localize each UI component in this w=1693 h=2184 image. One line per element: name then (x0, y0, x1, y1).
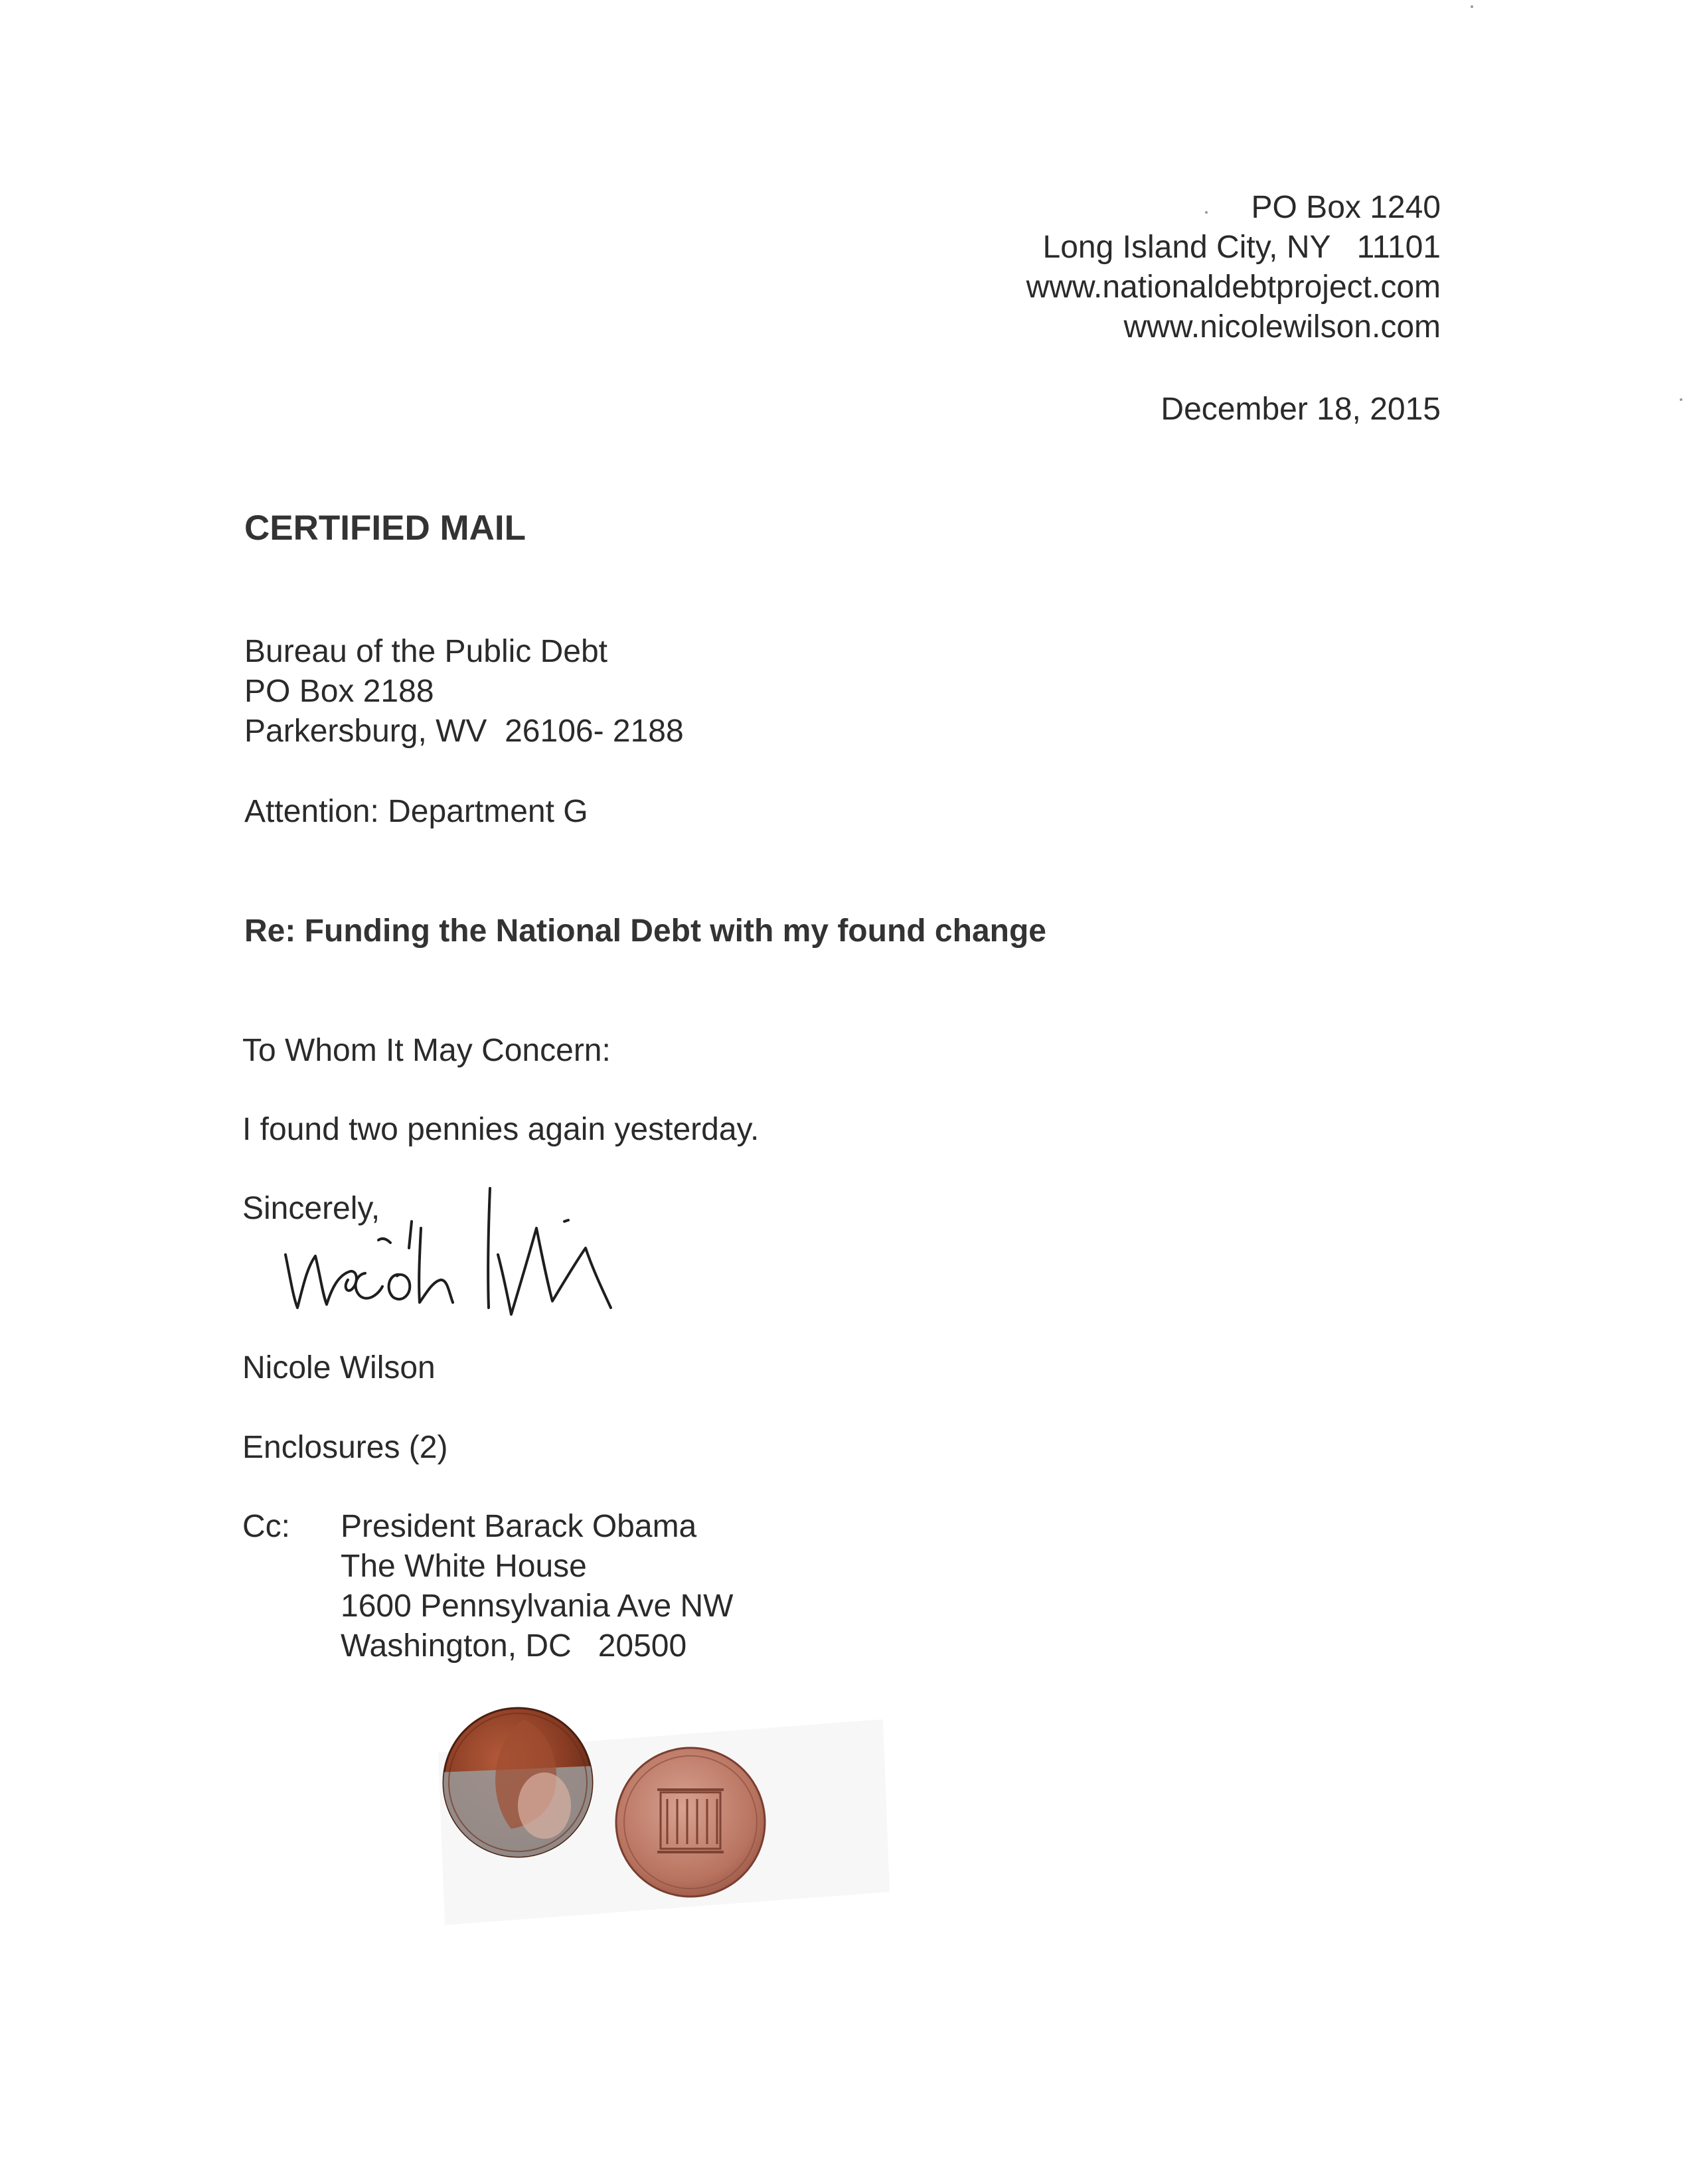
attention-line: Attention: Department G (244, 794, 588, 829)
sender-line-website-1: www.nationaldebtproject.com (1026, 270, 1441, 305)
recipient-address (244, 632, 684, 751)
cc-line-city: Washington, DC 20500 (341, 1628, 687, 1664)
sender-line-po-box: PO Box 1240 (1251, 190, 1441, 225)
cc-line-street: 1600 Pennsylvania Ave NW (341, 1589, 734, 1624)
cc-address (341, 1507, 733, 1666)
signer-name: Nicole Wilson (242, 1350, 436, 1385)
handwritten-signature (279, 1182, 690, 1334)
subject-line: Re: Funding the National Debt with my found change (244, 913, 1046, 949)
closing: Sincerely, (242, 1191, 380, 1226)
recipient-line-city: Parkersburg, WV 26106- 2188 (244, 714, 684, 749)
enclosures-note: Enclosures (2) (242, 1430, 448, 1465)
scan-speck (1471, 5, 1473, 8)
scan-speck (1680, 398, 1682, 401)
cc-label: Cc: (242, 1509, 290, 1544)
sender-line-website-2: www.nicolewilson.com (1123, 309, 1441, 345)
cc-line-building: The White House (341, 1549, 587, 1584)
enclosed-pennies (425, 1693, 890, 1938)
sender-address (1026, 188, 1441, 347)
penny-reverse (616, 1748, 765, 1897)
delivery-method-heading: CERTIFIED MAIL (244, 508, 526, 548)
cc-line-name: President Barack Obama (341, 1509, 697, 1544)
scan-speck (1205, 211, 1208, 214)
salutation: To Whom It May Concern: (242, 1033, 611, 1068)
letter-body: I found two pennies again yesterday. (242, 1112, 760, 1147)
recipient-line-po-box: PO Box 2188 (244, 674, 434, 709)
letter-date: December 18, 2015 (1161, 392, 1441, 427)
sender-line-city: Long Island City, NY 11101 (1042, 230, 1441, 265)
recipient-line-name: Bureau of the Public Debt (244, 634, 608, 669)
